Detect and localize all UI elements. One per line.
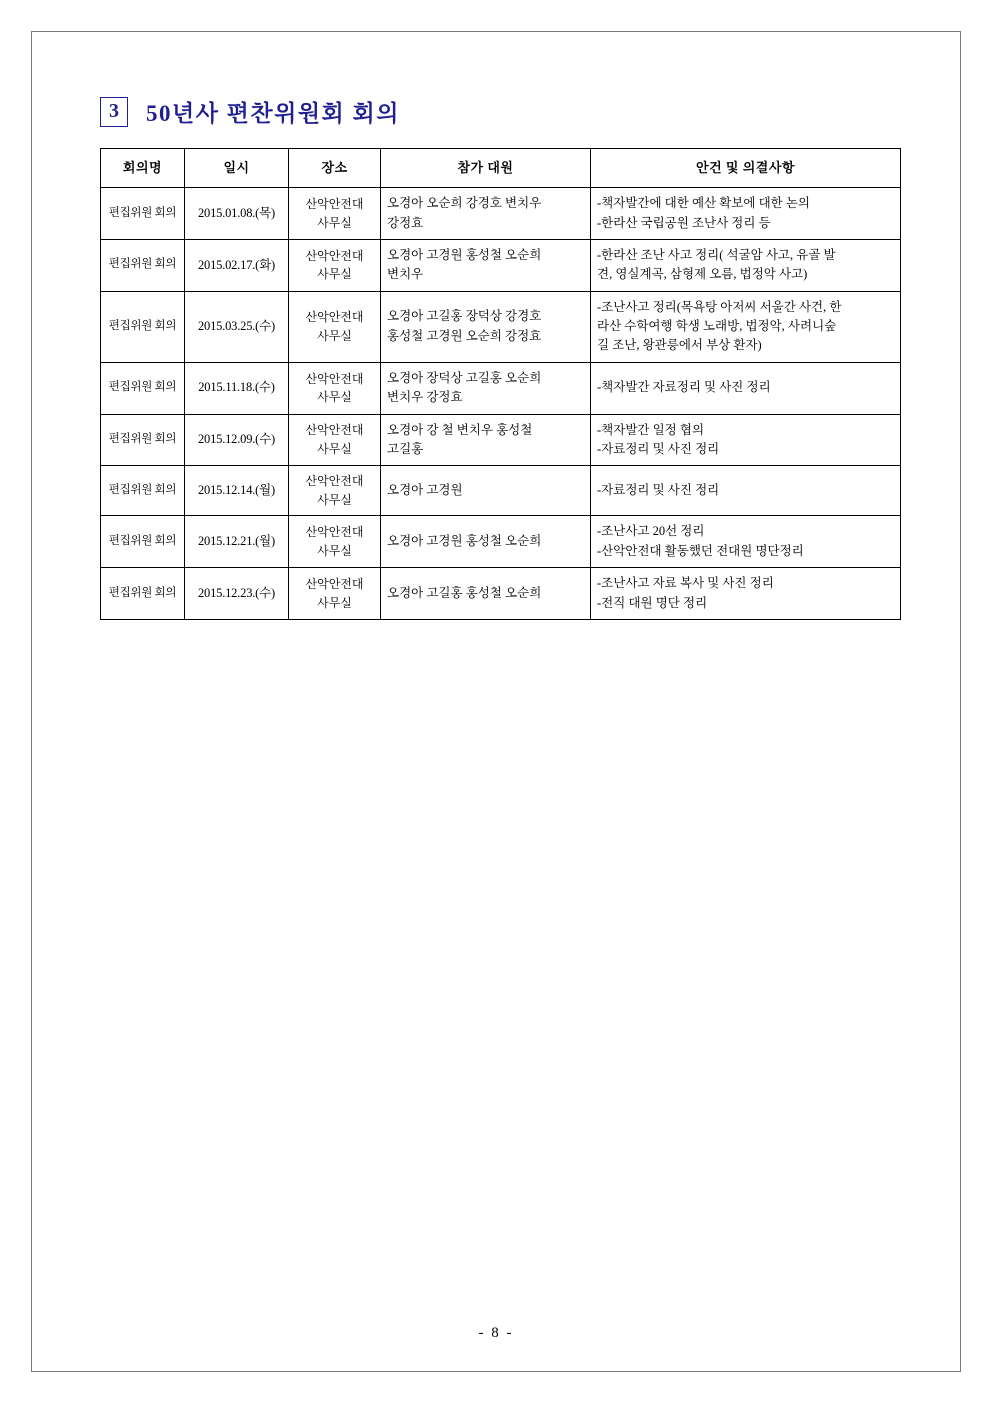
cell-date: 2015.01.08.(목) — [185, 188, 289, 240]
agenda-line: -한라산 조난 사고 정리( 석굴암 사고, 유골 발 — [597, 247, 836, 262]
cell-agenda — [591, 414, 901, 466]
place-line-1: 산악안전대 — [305, 474, 364, 489]
agenda-line: 견, 영실계곡, 삼형제 오름, 법정악 사고) — [597, 267, 808, 282]
agenda-line: -자료정리 및 사진 정리 — [597, 483, 720, 498]
table-row — [101, 568, 901, 620]
column-header-place: 장소 — [289, 149, 381, 188]
cell-place — [289, 291, 381, 362]
members-line-2: 변치우 강정효 — [387, 390, 463, 405]
cell-agenda — [591, 568, 901, 620]
agenda-line: -조난사고 20선 정리 — [597, 524, 705, 539]
cell-date: 2015.12.21.(월) — [185, 516, 289, 568]
cell-place — [289, 188, 381, 240]
members-line-1: 오경아 강 철 변치우 홍성철 — [387, 422, 533, 437]
table-row — [101, 516, 901, 568]
members-line-2: 변치우 — [387, 267, 424, 282]
table-row — [101, 414, 901, 466]
cell-meeting-name: 편집위원 회의 — [101, 362, 185, 414]
cell-members — [381, 414, 591, 466]
agenda-line: -조난사고 자료 복사 및 사진 정리 — [597, 576, 774, 591]
cell-date: 2015.11.18.(수) — [185, 362, 289, 414]
place-line-1: 산악안전대 — [305, 310, 364, 325]
cell-meeting-name: 편집위원 회의 — [101, 414, 185, 466]
table-row — [101, 466, 901, 516]
place-line-2: 사무실 — [317, 267, 352, 282]
agenda-line: -산악안전대 활동했던 전대원 명단정리 — [597, 543, 804, 558]
cell-date: 2015.12.14.(월) — [185, 466, 289, 516]
place-line-1: 산악안전대 — [305, 196, 364, 211]
agenda-line: -자료정리 및 사진 정리 — [597, 441, 720, 456]
place-line-2: 사무실 — [317, 595, 352, 610]
cell-meeting-name: 편집위원 회의 — [101, 291, 185, 362]
cell-agenda — [591, 362, 901, 414]
place-line-1: 산악안전대 — [305, 423, 364, 438]
place-line-2: 사무실 — [317, 492, 352, 507]
table-row — [101, 291, 901, 362]
column-header-date: 일시 — [185, 149, 289, 188]
cell-place — [289, 362, 381, 414]
cell-members — [381, 291, 591, 362]
cell-members — [381, 466, 591, 516]
place-line-1: 산악안전대 — [305, 371, 364, 386]
place-line-2: 사무실 — [317, 215, 352, 230]
place-line-2: 사무실 — [317, 328, 352, 343]
section-heading — [100, 95, 900, 128]
members-line-2: 강정효 — [387, 215, 424, 230]
agenda-line: -전직 대원 명단 정리 — [597, 595, 708, 610]
members-line-1: 오경아 고경원 홍성철 오순희 — [387, 247, 542, 262]
page-content — [100, 95, 900, 620]
column-header-agenda: 안건 및 의결사항 — [591, 149, 901, 188]
cell-meeting-name: 편집위원 회의 — [101, 568, 185, 620]
cell-meeting-name: 편집위원 회의 — [101, 239, 185, 291]
agenda-line: -조난사고 정리(목욕탕 아저씨 서울간 사건, 한 — [597, 299, 842, 314]
cell-agenda — [591, 188, 901, 240]
cell-place — [289, 239, 381, 291]
cell-date: 2015.12.23.(수) — [185, 568, 289, 620]
place-line-2: 사무실 — [317, 441, 352, 456]
agenda-line: -한라산 국립공원 조난사 정리 등 — [597, 215, 771, 230]
meeting-table — [100, 148, 901, 620]
members-line-1: 오경아 고길홍 장덕상 강경호 — [387, 309, 542, 324]
cell-agenda — [591, 291, 901, 362]
agenda-line: -책자발간 일정 협의 — [597, 422, 705, 437]
place-line-1: 산악안전대 — [305, 576, 364, 591]
column-header-name: 회의명 — [101, 149, 185, 188]
section-number: 3 — [100, 97, 128, 127]
agenda-line: -책자발간에 대한 예산 확보에 대한 논의 — [597, 196, 810, 211]
members-line-1: 오경아 고경원 — [387, 483, 463, 498]
cell-place — [289, 466, 381, 516]
members-line-1: 오경아 고경원 홍성철 오순희 — [387, 534, 542, 549]
table-row — [101, 362, 901, 414]
page-title: 50년사 편찬위원회 회의 — [146, 101, 400, 126]
cell-place — [289, 568, 381, 620]
column-header-members: 참가 대원 — [381, 149, 591, 188]
cell-members — [381, 188, 591, 240]
cell-place — [289, 414, 381, 466]
cell-meeting-name: 편집위원 회의 — [101, 188, 185, 240]
cell-place — [289, 516, 381, 568]
members-line-1: 오경아 오순희 강경호 변치우 — [387, 196, 542, 211]
agenda-line: -책자발간 자료정리 및 사진 정리 — [597, 380, 771, 395]
place-line-1: 산악안전대 — [305, 525, 364, 540]
cell-agenda — [591, 466, 901, 516]
cell-meeting-name: 편집위원 회의 — [101, 466, 185, 516]
members-line-1: 오경아 장덕상 고길홍 오순희 — [387, 370, 542, 385]
cell-date: 2015.03.25.(수) — [185, 291, 289, 362]
table-row — [101, 239, 901, 291]
cell-agenda — [591, 516, 901, 568]
place-line-2: 사무실 — [317, 543, 352, 558]
members-line-2: 홍성철 고경원 오순희 강정효 — [387, 328, 542, 343]
agenda-line: 길 조난, 왕관릉에서 부상 환자) — [597, 338, 762, 353]
table-row — [101, 188, 901, 240]
place-line-1: 산악안전대 — [305, 248, 364, 263]
members-line-2: 고길홍 — [387, 441, 424, 456]
cell-meeting-name: 편집위원 회의 — [101, 516, 185, 568]
cell-members — [381, 516, 591, 568]
cell-members — [381, 239, 591, 291]
cell-date: 2015.02.17.(화) — [185, 239, 289, 291]
place-line-2: 사무실 — [317, 390, 352, 405]
agenda-line: 라산 수학여행 학생 노래방, 법정악, 사려니숲 — [597, 319, 837, 334]
cell-members — [381, 568, 591, 620]
members-line-1: 오경아 고길홍 홍성철 오순희 — [387, 585, 542, 600]
cell-members — [381, 362, 591, 414]
page-number: - 8 - — [478, 1325, 514, 1341]
cell-agenda — [591, 239, 901, 291]
table-header-row — [101, 149, 901, 188]
cell-date: 2015.12.09.(수) — [185, 414, 289, 466]
